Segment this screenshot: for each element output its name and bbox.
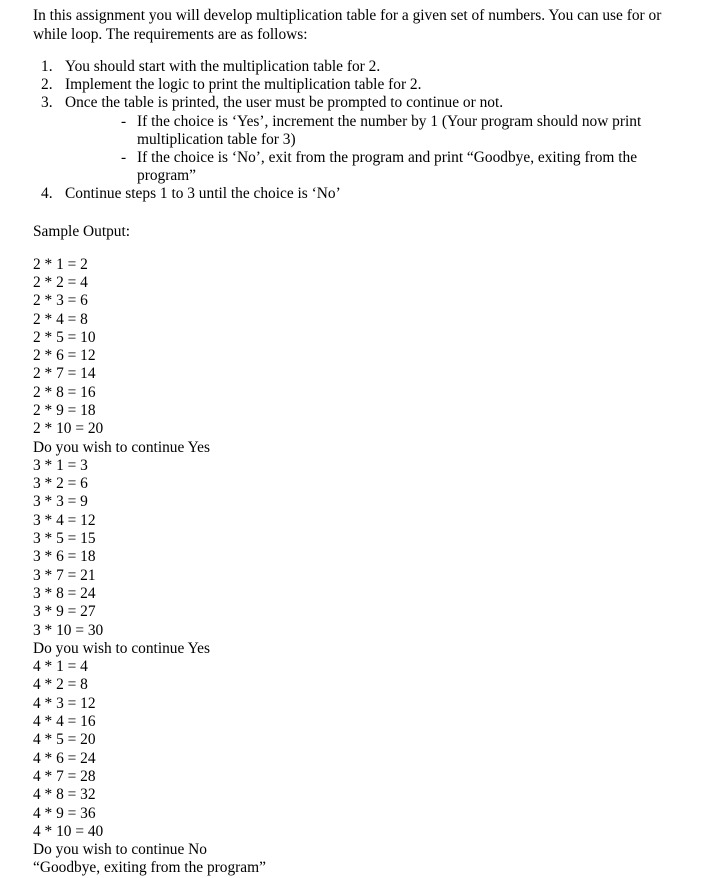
requirement-text: Implement the logic to print the multiplication table for 2. (65, 76, 422, 94)
sub-requirements-list (65, 113, 695, 186)
output-line: 4 * 7 = 28 (33, 767, 96, 785)
output-line: 4 * 8 = 32 (33, 786, 96, 804)
output-line: Do you wish to continue Yes (33, 438, 210, 456)
output-line: 4 * 1 = 4 (33, 658, 88, 676)
output-line: 2 * 7 = 14 (33, 365, 96, 383)
output-line: 2 * 3 = 6 (33, 292, 88, 310)
dash-bullet: - (121, 149, 127, 167)
output-line: 3 * 1 = 3 (33, 456, 88, 474)
output-line: 3 * 8 = 24 (33, 584, 96, 602)
output-line: 4 * 5 = 20 (33, 731, 96, 749)
sample-output-heading: Sample Output: (33, 222, 131, 240)
output-line: 2 * 2 = 4 (33, 273, 88, 291)
sub-requirement-text: If the choice is ‘No’, exit from the program and print “Goodbye, exiting from the program” (137, 149, 638, 185)
sub-requirement-item (65, 149, 695, 185)
requirement-item (33, 94, 695, 185)
output-line: 2 * 4 = 8 (33, 310, 88, 328)
output-line: 3 * 7 = 21 (33, 566, 96, 584)
output-line: 4 * 3 = 12 (33, 694, 96, 712)
output-line: 2 * 9 = 18 (33, 402, 96, 419)
requirement-item (33, 76, 695, 94)
sub-requirement-item (65, 113, 695, 149)
requirement-item (33, 58, 695, 76)
output-line: 3 * 9 = 27 (33, 603, 96, 621)
assignment-document (33, 6, 695, 878)
requirement-text: Continue steps 1 to 3 until the choice is ‘No’ (65, 185, 341, 203)
dash-bullet: - (121, 112, 127, 130)
requirement-number: 3. (41, 94, 53, 112)
output-line: 3 * 5 = 15 (33, 530, 96, 548)
output-line: 2 * 5 = 10 (33, 328, 96, 346)
requirement-item (33, 185, 695, 203)
requirement-number: 4. (41, 185, 53, 203)
requirement-number: 2. (41, 76, 53, 94)
output-line: 4 * 9 = 36 (33, 804, 96, 822)
output-line: 3 * 2 = 6 (33, 475, 88, 493)
output-line: “Goodbye, exiting from the program” (33, 859, 266, 877)
output-line: 3 * 10 = 30 (33, 621, 104, 639)
output-line: 3 * 4 = 12 (33, 511, 96, 529)
sub-requirement-text: If the choice is ‘Yes’, increment the number by 1 (Your program should now print multiplication table for 3) (137, 112, 642, 148)
output-line: 4 * 6 = 24 (33, 749, 96, 767)
output-line: 2 * 10 = 20 (33, 420, 104, 438)
output-line: 2 * 6 = 12 (33, 347, 96, 365)
intro-paragraph: In this assignment you will develop multiplication table for a given set of numbers. You can use for or while loop. The requirements are as follows: (33, 7, 662, 43)
output-line: 3 * 6 = 18 (33, 548, 96, 566)
requirement-text: You should start with the multiplication table for 2. (65, 58, 381, 75)
output-line: 2 * 8 = 16 (33, 383, 96, 401)
output-line: 2 * 1 = 2 (33, 255, 88, 273)
sample-output-block (33, 256, 695, 878)
requirements-list (33, 58, 695, 204)
output-line: 4 * 4 = 16 (33, 713, 96, 731)
requirement-text: Once the table is printed, the user must be prompted to continue or not. (65, 94, 504, 112)
output-line: 3 * 3 = 9 (33, 493, 88, 511)
output-line: Do you wish to continue No (33, 841, 207, 859)
output-line: Do you wish to continue Yes (33, 639, 210, 657)
requirement-number: 1. (41, 58, 53, 75)
output-line: 4 * 10 = 40 (33, 822, 104, 840)
output-line: 4 * 2 = 8 (33, 676, 88, 694)
